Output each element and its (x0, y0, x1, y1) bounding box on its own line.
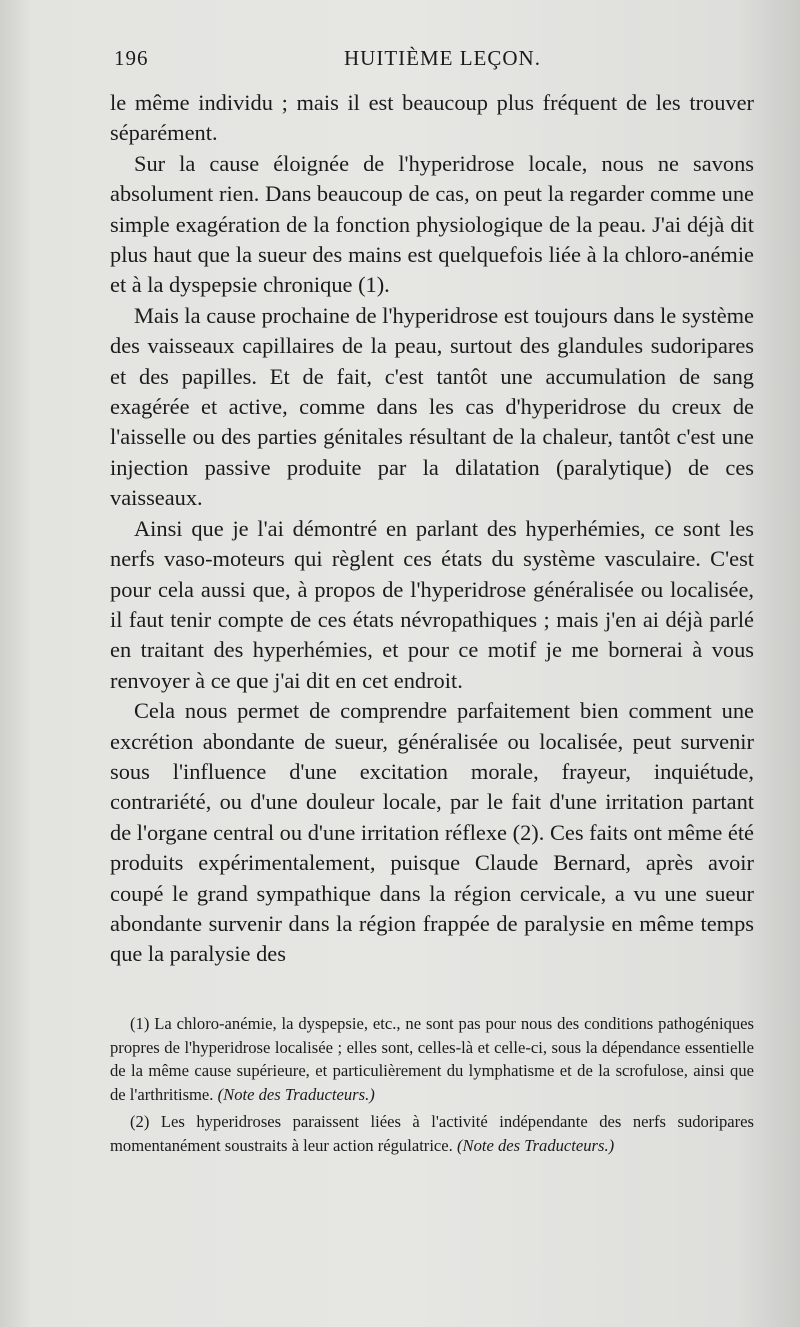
footnotes (110, 1012, 754, 1162)
footnote (110, 1110, 754, 1157)
footnote-attribution: (Note des Traducteurs.) (456, 1135, 615, 1155)
footnote-text: (2) Les hyperidroses paraissent liées à l'activité indépendante des nerfs sudoripares momentanément soustraits à leur action régulatrice. (110, 1112, 754, 1155)
paragraph: Mais la cause prochaine de l'hyperidrose est toujours dans le système des vaisseaux capillaires de la peau, surtout des glandules sudoripares et des papilles. Et de fait, c'est tantôt une accumulation de sang exagérée et active, comme dans les cas d'hyperidrose du creux de l'aisselle ou des parties génitales résultant de la chaleur, tantôt c'est une injection passive produite par la dilatation (paralytique) de ces vaisseaux. (110, 302, 754, 511)
page-number: 196 (114, 46, 149, 70)
body-text (110, 88, 754, 970)
footnote-text: (1) La chloro-anémie, la dyspepsie, etc., ne sont pas pour nous des conditions pathogéniques propres de l'hyperidrose localisée ; elles sont, celles-là et celle-ci, sous la dépendance essentielle de la même cause supérieure, et particulièrement du lymphatisme et de la scrofulose, ainsi que de l'arthritisme. (110, 1014, 754, 1104)
footnote (110, 1012, 754, 1106)
footnote-attribution: (Note des Traducteurs.) (217, 1084, 375, 1104)
running-head: HUITIÈME LEÇON. (344, 46, 541, 70)
paragraph: Ainsi que je l'ai démontré en parlant des hyperhémies, ce sont les nerfs vaso-moteurs qui règlent ces états du système vasculaire. C'est pour cela aussi que, à propos de l'hyperidrose généralisée ou localisée, il faut tenir compte de ces états névropathiques ; mais j'en ai déjà parlé en traitant des hyperhémies, et pour ce motif je me bornerai à vous renvoyer à ce que j'ai dit en cet endroit. (110, 515, 754, 693)
paragraph: Sur la cause éloignée de l'hyperidrose locale, nous ne savons absolument rien. Dans beaucoup de cas, on peut la regarder comme une simple exagération de la fonction physiologique de la peau. J'ai déjà dit plus haut que la sueur des mains est quelquefois liée à la chloro-anémie et à la dyspepsie chronique (1). (110, 150, 754, 298)
page-header (114, 46, 754, 82)
paragraph: le même individu ; mais il est beaucoup plus fréquent de les trouver séparément. (110, 90, 754, 146)
paragraph: Cela nous permet de comprendre parfaitement bien comment une excrétion abondante de sueur, généralisée ou localisée, peut survenir sous l'influence d'une excitation morale, frayeur, inquiétude, contrariété, ou d'une douleur locale, par le fait d'une irritation partant de l'organe central ou d'une irritation réflexe (2). Ces faits ont même été produits expérimentalement, puisque Claude Bernard, après avoir coupé le grand sympathique dans la région cervicale, a vu une sueur abondante survenir dans la région frappée de paralysie en même temps que la paralysie des (110, 698, 754, 967)
